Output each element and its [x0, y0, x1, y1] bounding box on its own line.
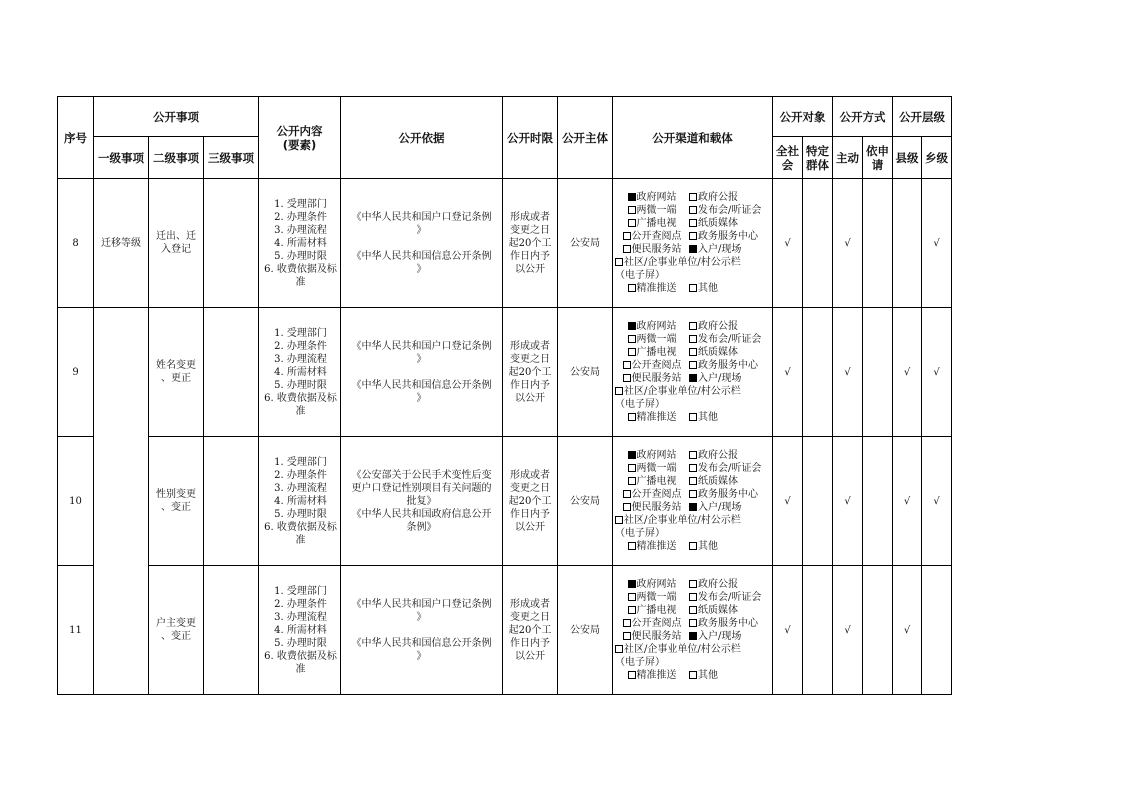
row-level3: [204, 566, 259, 695]
row-time: 形成或者 变更之日 起20个工 作日内予 以公开: [503, 566, 558, 695]
checked-box-icon: [628, 322, 636, 330]
disclosure-table: [57, 96, 952, 695]
unchecked-box-icon: [689, 361, 697, 369]
row-level3: [204, 437, 259, 566]
basis-line: [345, 624, 498, 637]
table-row: [58, 566, 952, 695]
header-items: 公开事项: [94, 97, 259, 137]
basis-line: 《公安部关于公民手术变性后变: [351, 469, 492, 481]
header-level: 公开层级: [893, 97, 952, 137]
row-mode-apply: [863, 308, 893, 437]
unchecked-box-icon: [689, 606, 697, 614]
row-level2: 姓名变更 、更正: [149, 308, 204, 437]
row-channels: 政府网站 政府公报 两微一端 发布会/听证会 广播电视 纸质媒体 公开查阅点 政务服务中心 便民服务站 入户/现场 社区/企事业单位/村公示栏 （电子屏） 精准推送 其他: [613, 179, 773, 308]
unchecked-box-icon: [689, 284, 697, 292]
unchecked-box-icon: [628, 477, 636, 485]
unchecked-box-icon: [615, 645, 623, 653]
header-mode: 公开方式: [833, 97, 893, 137]
row-target-all: √: [773, 566, 803, 695]
row-level3: [204, 308, 259, 437]
unchecked-box-icon: [628, 219, 636, 227]
row-content: 1. 受理部门 2. 办理条件 3. 办理流程 4. 所需材料 5. 办理时限 6. 收费依据及标准: [259, 566, 341, 695]
row-seq: 8: [58, 179, 94, 308]
header-basis: 公开依据: [341, 97, 503, 179]
basis-line: 》: [416, 224, 427, 236]
unchecked-box-icon: [628, 335, 636, 343]
checked-box-icon: [689, 503, 697, 511]
header-level3: 三级事项: [204, 137, 259, 179]
checked-box-icon: [689, 632, 697, 640]
basis-line: 《中华人民共和国户口登记条例: [351, 598, 492, 610]
row-level2: 性别变更 、变正: [149, 437, 204, 566]
row-target-specific: [803, 308, 833, 437]
unchecked-box-icon: [689, 671, 697, 679]
unchecked-box-icon: [628, 671, 636, 679]
basis-line: 《中华人民共和国户口登记条例: [351, 340, 492, 352]
row-level1: [94, 308, 149, 695]
row-mode-apply: [863, 566, 893, 695]
unchecked-box-icon: [623, 490, 631, 498]
basis-line: 《中华人民共和国信息公开条例: [351, 637, 492, 649]
row-level2: 户主变更 、变正: [149, 566, 204, 695]
header-target-all: 全社 会: [773, 137, 803, 179]
checked-box-icon: [628, 451, 636, 459]
row-seq: 10: [58, 437, 94, 566]
header-subject: 公开主体: [558, 97, 613, 179]
row-channels: 政府网站 政府公报 两微一端 发布会/听证会 广播电视 纸质媒体 公开查阅点 政务服务中心 便民服务站 入户/现场 社区/企事业单位/村公示栏 （电子屏） 精准推送 其他: [613, 566, 773, 695]
unchecked-box-icon: [689, 464, 697, 472]
header-level2: 二级事项: [149, 137, 204, 179]
row-target-specific: [803, 179, 833, 308]
row-target-specific: [803, 566, 833, 695]
row-time: 形成或者 变更之日 起20个工 作日内予 以公开: [503, 308, 558, 437]
row-mode-apply: [863, 179, 893, 308]
header-level-county: 县级: [893, 137, 922, 179]
unchecked-box-icon: [628, 348, 636, 356]
basis-line: [345, 237, 498, 250]
unchecked-box-icon: [623, 374, 631, 382]
unchecked-box-icon: [623, 245, 631, 253]
header-mode-apply: 依申 请: [863, 137, 893, 179]
basis-line: 《中华人民共和国信息公开条例: [351, 379, 492, 391]
basis-line: 《中华人民共和国政府信息公开: [351, 508, 492, 520]
row-level-town: √: [922, 308, 952, 437]
basis-line: 》: [416, 392, 427, 404]
unchecked-box-icon: [689, 193, 697, 201]
row-content: 1. 受理部门 2. 办理条件 3. 办理流程 4. 所需材料 5. 办理时限 6. 收费依据及标准: [259, 179, 341, 308]
unchecked-box-icon: [689, 451, 697, 459]
basis-line: 》: [416, 353, 427, 365]
unchecked-box-icon: [628, 542, 636, 550]
unchecked-box-icon: [628, 206, 636, 214]
table-row: [58, 308, 952, 437]
row-level3: [204, 179, 259, 308]
table-body: [58, 179, 952, 695]
row-target-all: √: [773, 308, 803, 437]
row-level-town: √: [922, 437, 952, 566]
row-mode-active: √: [833, 179, 863, 308]
row-level-county: √: [893, 437, 922, 566]
unchecked-box-icon: [689, 542, 697, 550]
unchecked-box-icon: [628, 606, 636, 614]
unchecked-box-icon: [615, 516, 623, 524]
basis-line: 》: [416, 611, 427, 623]
row-level2: 迁出、迁 入登记: [149, 179, 204, 308]
row-mode-apply: [863, 437, 893, 566]
unchecked-box-icon: [628, 593, 636, 601]
basis-line: 》: [416, 650, 427, 662]
row-target-all: √: [773, 179, 803, 308]
checked-box-icon: [689, 245, 697, 253]
unchecked-box-icon: [689, 348, 697, 356]
row-seq: 9: [58, 308, 94, 437]
header-target: 公开对象: [773, 97, 833, 137]
basis-line: 更户口登记性别项目有关问题的: [351, 482, 492, 494]
row-channels: 政府网站 政府公报 两微一端 发布会/听证会 广播电视 纸质媒体 公开查阅点 政务服务中心 便民服务站 入户/现场 社区/企事业单位/村公示栏 （电子屏） 精准推送 其他: [613, 437, 773, 566]
header-content: [259, 97, 341, 179]
unchecked-box-icon: [689, 206, 697, 214]
unchecked-box-icon: [689, 232, 697, 240]
basis-line: 》: [416, 263, 427, 275]
unchecked-box-icon: [623, 619, 631, 627]
row-subject: 公安局: [558, 566, 613, 695]
row-mode-active: √: [833, 566, 863, 695]
header-content-line1: 公开内容: [276, 123, 323, 138]
unchecked-box-icon: [689, 619, 697, 627]
unchecked-box-icon: [689, 219, 697, 227]
row-subject: 公安局: [558, 308, 613, 437]
row-time: 形成或者 变更之日 起20个工 作日内予 以公开: [503, 179, 558, 308]
unchecked-box-icon: [689, 335, 697, 343]
unchecked-box-icon: [623, 503, 631, 511]
unchecked-box-icon: [615, 387, 623, 395]
row-subject: 公安局: [558, 437, 613, 566]
row-level-county: √: [893, 308, 922, 437]
unchecked-box-icon: [615, 258, 623, 266]
unchecked-box-icon: [623, 232, 631, 240]
header-channel: 公开渠道和载体: [613, 97, 773, 179]
unchecked-box-icon: [623, 361, 631, 369]
unchecked-box-icon: [689, 477, 697, 485]
row-content: 1. 受理部门 2. 办理条件 3. 办理流程 4. 所需材料 5. 办理时限 6. 收费依据及标准: [259, 308, 341, 437]
checked-box-icon: [628, 580, 636, 588]
row-level-town: [922, 566, 952, 695]
table-row: [58, 179, 952, 308]
unchecked-box-icon: [628, 413, 636, 421]
row-basis: [341, 179, 503, 308]
row-subject: 公安局: [558, 179, 613, 308]
row-time: 形成或者 变更之日 起20个工 作日内予 以公开: [503, 437, 558, 566]
basis-line: [345, 366, 498, 379]
header-level1: 一级事项: [94, 137, 149, 179]
row-level-county: [893, 179, 922, 308]
row-level1: 迁移等级: [94, 179, 149, 308]
basis-line: 《中华人民共和国信息公开条例: [351, 250, 492, 262]
row-basis: [341, 308, 503, 437]
basis-line: 批复》: [406, 495, 437, 507]
unchecked-box-icon: [689, 580, 697, 588]
unchecked-box-icon: [623, 632, 631, 640]
header-seq: 序号: [58, 97, 94, 179]
unchecked-box-icon: [689, 593, 697, 601]
header-target-specific: 特定 群体: [803, 137, 833, 179]
unchecked-box-icon: [689, 490, 697, 498]
header-level-town: 乡级: [922, 137, 952, 179]
unchecked-box-icon: [689, 413, 697, 421]
basis-line: 《中华人民共和国户口登记条例: [351, 211, 492, 223]
unchecked-box-icon: [628, 464, 636, 472]
row-basis: [341, 566, 503, 695]
row-target-all: √: [773, 437, 803, 566]
checked-box-icon: [628, 193, 636, 201]
basis-line: 条例》: [406, 521, 437, 533]
row-mode-active: √: [833, 437, 863, 566]
header-content-line2: (要素): [282, 137, 317, 152]
row-level-county: √: [893, 566, 922, 695]
row-target-specific: [803, 437, 833, 566]
checked-box-icon: [689, 374, 697, 382]
row-basis: [341, 437, 503, 566]
header-mode-active: 主动: [833, 137, 863, 179]
row-channels: 政府网站 政府公报 两微一端 发布会/听证会 广播电视 纸质媒体 公开查阅点 政务服务中心 便民服务站 入户/现场 社区/企事业单位/村公示栏 （电子屏） 精准推送 其他: [613, 308, 773, 437]
row-seq: 11: [58, 566, 94, 695]
unchecked-box-icon: [689, 322, 697, 330]
row-mode-active: √: [833, 308, 863, 437]
unchecked-box-icon: [628, 284, 636, 292]
table-row: [58, 437, 952, 566]
header-time: 公开时限: [503, 97, 558, 179]
row-level-town: √: [922, 179, 952, 308]
row-content: 1. 受理部门 2. 办理条件 3. 办理流程 4. 所需材料 5. 办理时限 6. 收费依据及标准: [259, 437, 341, 566]
